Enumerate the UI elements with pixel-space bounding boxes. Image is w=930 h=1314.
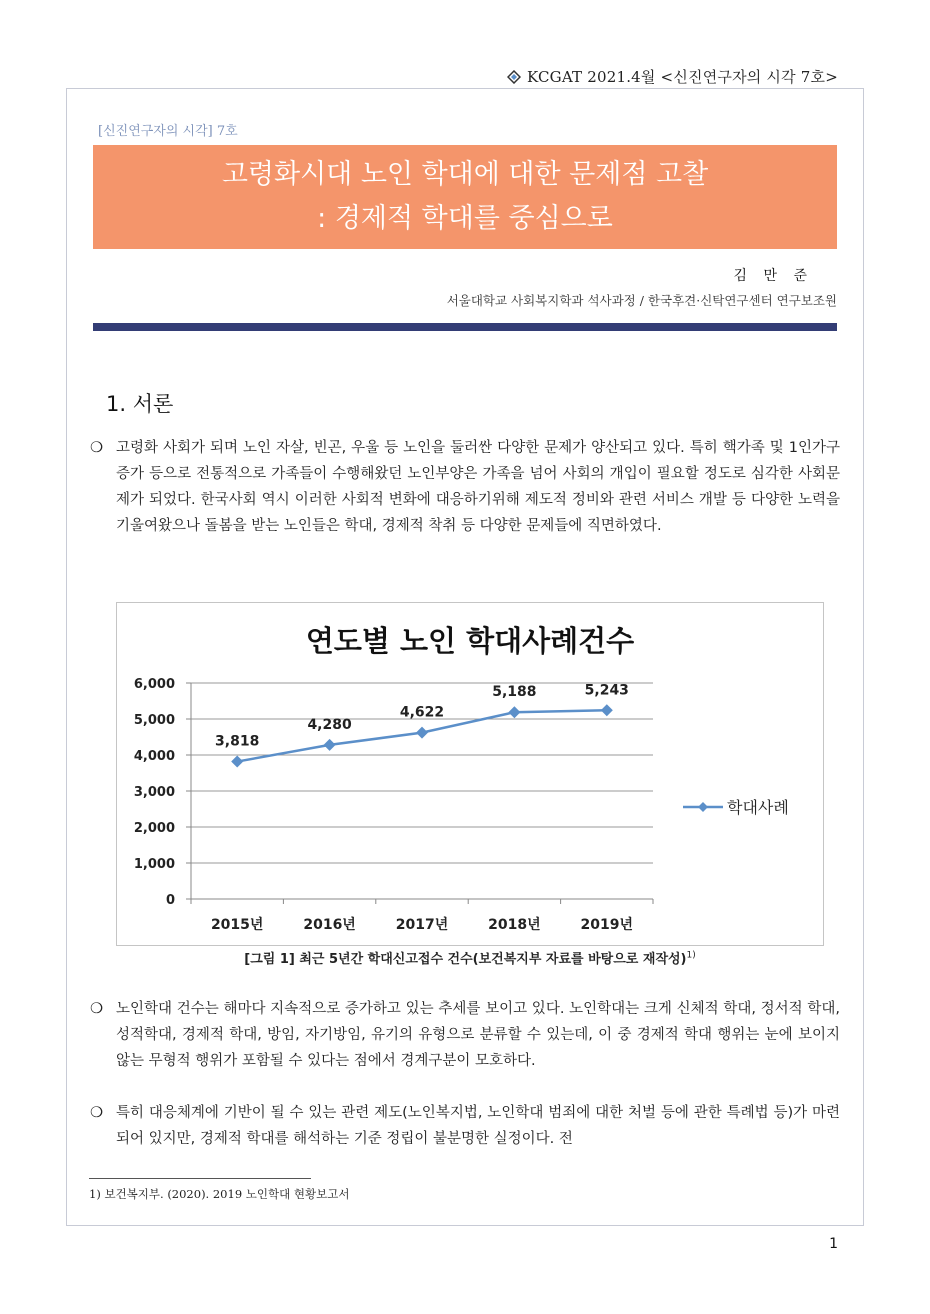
bullet-icon: ❍ [90, 1001, 103, 1017]
x-tick-label: 2016년 [303, 917, 356, 933]
data-label: 3,818 [215, 733, 260, 750]
data-label: 5,243 [584, 682, 629, 699]
y-tick-label: 6,000 [133, 677, 175, 692]
paragraph-3 [90, 1100, 840, 1152]
paragraph-text: 노인학대 건수는 해마다 지속적으로 증가하고 있는 추세를 보이고 있다. 노인학대는 크게 신체적 학대, 정서적 학대, 성적학대, 경제적 학대, 방임, 자기방임, 유기의 유형으로 분류할 수 있는데, 이 중 경제적 학대 행위는 눈에 보이지 않는 무형적 행위가 포함될 수 있다는 점에서 경계구분이 모호하다. [116, 1001, 840, 1069]
y-tick-label: 0 [165, 893, 175, 908]
bullet-icon: ❍ [90, 440, 103, 456]
x-tick-label: 2015년 [210, 917, 264, 933]
caption-text: [그림 1] 최근 5년간 학대신고접수 건수(보건복지부 자료를 바탕으로 재작성) [244, 952, 687, 967]
title-line-1: 고령화시대 노인 학대에 대한 문제점 고찰 [221, 159, 709, 190]
y-tick-label: 2,000 [133, 821, 175, 836]
caption-footnote-ref: 1) [686, 950, 696, 961]
line-chart [116, 602, 824, 946]
y-tick-label: 1,000 [133, 857, 175, 872]
data-label: 5,188 [492, 684, 537, 701]
chart-canvas [117, 603, 823, 945]
paragraph-2 [90, 996, 840, 1074]
data-label: 4,622 [399, 704, 445, 721]
data-point [231, 756, 243, 768]
legend-marker [698, 802, 708, 812]
x-tick-label: 2019년 [580, 917, 634, 933]
paragraph-text: 특히 대응체계에 기반이 될 수 있는 관련 제도(노인복지법, 노인학대 범죄에 대한 처벌 등에 관한 특례법 등)가 마련되어 있지만, 경제적 학대를 해석하는 기준 정립이 불분명한 실정이다. 전 [116, 1105, 840, 1147]
x-tick-label: 2017년 [395, 917, 449, 933]
y-tick-label: 4,000 [133, 749, 175, 764]
author-affiliation: 서울대학교 사회복지학과 석사과정 / 한국후견·신탁연구센터 연구보조원 [446, 293, 837, 308]
title-divider [93, 323, 837, 331]
title-banner [93, 145, 837, 249]
y-tick-label: 3,000 [133, 785, 175, 800]
data-point [324, 739, 336, 751]
running-header [507, 66, 838, 87]
diamond-icon [507, 70, 521, 84]
footnote-divider [89, 1178, 311, 1179]
paragraph-text: 고령화 사회가 되며 노인 자살, 빈곤, 우울 등 노인을 둘러싼 다양한 문제가 양산되고 있다. 특히 핵가족 및 1인가구 증가 등으로 전통적으로 가족들이 수행해왔던 노인부양은 가족을 넘어 사회의 개입이 필요할 정도로 심각한 사회문제가 되었다. 한국사회 역시 이러한 사회적 변화에 대응하기위해 제도적 정비와 관련 서비스 개발 등 다양한 노력을 기울여왔으나 돌봄을 받는 노인들은 학대, 경제적 착취 등 다양한 문제들에 직면하였다. [116, 440, 840, 534]
footnote: 1) 보건복지부. (2020). 2019 노인학대 현황보고서 [89, 1187, 350, 1201]
data-point [508, 706, 520, 718]
section-heading: 1. 서론 [106, 392, 174, 416]
page-number: 1 [829, 1236, 838, 1252]
data-point [601, 704, 613, 716]
data-point [416, 727, 428, 739]
x-tick-label: 2018년 [488, 917, 541, 933]
paragraph-1 [90, 435, 840, 539]
author-name: 김 만 준 [733, 268, 813, 284]
title-line-2: : 경제적 학대를 중심으로 [317, 203, 613, 234]
legend-label: 학대사례 [727, 798, 789, 817]
chart-title: 연도별 노인 학대사례건수 [305, 624, 635, 658]
bullet-icon: ❍ [90, 1105, 103, 1121]
y-tick-label: 5,000 [133, 713, 175, 728]
data-label: 4,280 [307, 716, 352, 733]
figure-caption [116, 948, 824, 967]
series-label: [신진연구자의 시각] 7호 [98, 124, 238, 139]
running-title: KCGAT 2021.4월 <신진연구자의 시각 7호> [526, 68, 838, 86]
